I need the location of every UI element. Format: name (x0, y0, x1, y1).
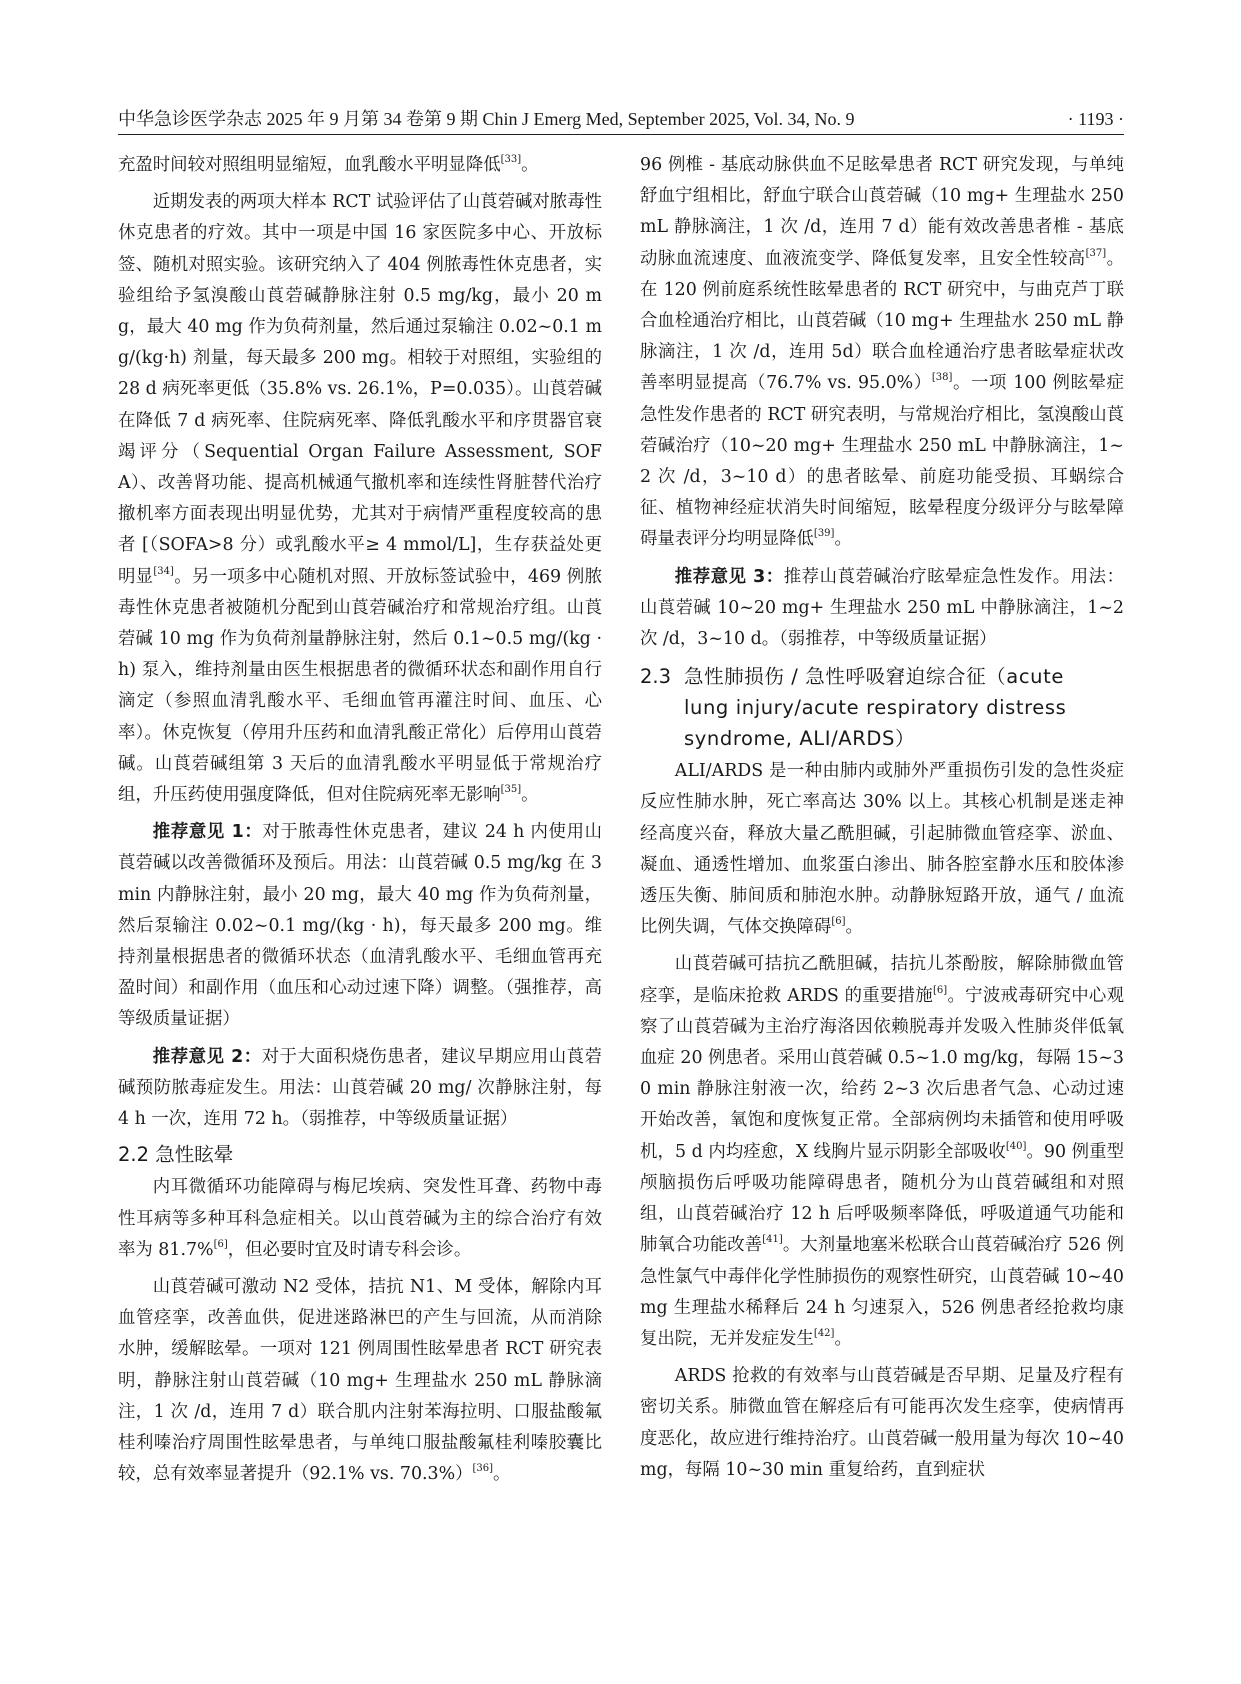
citation-ref: [6] (831, 916, 846, 928)
paragraph-continued: 充盈时间较对照组明显缩短，血乳酸水平明显降低[33]。 (118, 154, 539, 175)
recommendation-label: 推荐意见 1： (152, 822, 263, 843)
paragraph-ards-dosage: ARDS 抢救的有效率与山莨菪碱是否早期、足量及疗程有密切关系。肺微血管在解痉后有可能再次发生痉挛，使病情再度恶化，故应进行维持治疗。山莨菪碱一般用量为每次 10~40 mg，每隔 10~30 min 重复给药，直到症状 (640, 1366, 1124, 1480)
recommendation-2: 推荐意见 2：对于大面积烧伤患者，建议早期应用山莨菪碱预防脓毒症发生。用法：山莨菪碱 20 mg/ 次静脉注射，每 4 h 一次，连用 72 h。（弱推荐，中等级质量证据） (118, 1046, 602, 1130)
page-number: · 1193 · (1067, 109, 1124, 129)
recommendation-label: 推荐意见 2： (152, 1046, 262, 1067)
paragraph-ards-mechanism: ALI/ARDS 是一种由肺内或肺外严重损伤引发的急性炎症反应性肺水肿，死亡率高达 30% 以上。其核心机制是迷走神经高度兴奋，释放大量乙酰胆碱，引起肺微血管痉挛、淤血、凝血、通透性增加、血浆蛋白渗出、肺各腔室静水压和胶体渗透压失衡、肺间质和肺泡水肿。动静脉短路开放，通气 / 血流比例失调，气体交换障碍[6]。 (640, 761, 1124, 938)
citation-ref: [41] (762, 1234, 783, 1246)
recommendation-1: 推荐意见 1：对于脓毒性休克患者，建议 24 h 内使用山莨菪碱以改善微循环及预后。用法：山莨菪碱 0.5 mg/kg 在 3 min 内静脉注射，最小 20 mg，最大 40 mg 作为负荷剂量，然后泵输注 0.02~0.1 mg/(kg · h)，每天最多 200 mg。维持剂量根据患者的微循环状态（血清乳酸水平、毛细血管再充盈时间）和副作用（血压和心动过速下降）调整。（强推荐，高等级质量证据） (118, 822, 603, 1030)
citation-ref: [33] (500, 154, 522, 165)
paragraph-ards-evidence: 山莨菪碱可拮抗乙酰胆碱，拮抗儿茶酚胺，解除肺微血管痉挛，是临床抢救 ARDS 的重要措施[6]。宁波戒毒研究中心观察了山莨菪碱为主治疗海洛因依赖脱毒并发吸入性肺炎伴低氧血症 20 例患者。采用山莨菪碱 0.5~1.0 mg/kg，每隔 15~30 min 静脉注射液一次，给药 2~3 次后患者气急、心动过速开始改善，氧饱和度恢复正常。全部病例均未插管和使用呼吸机，5 d 内均痊愈，X 线胸片显示阴影全部吸收[40]。90 例重型颅脑损伤后呼吸功能障碍患者，随机分为山莨菪碱组和对照组，山莨菪碱治疗 12 h 后呼吸频率降低，呼吸道通气功能和肺氧合功能改善[41]。大剂量地塞米松联合山莨菪碱治疗 526 例急性氯气中毒伴化学性肺损伤的观察性研究，山莨菪碱 10~40 mg 生理盐水稀释后 24 h 匀速泵入，526 例患者经抢救均康复出院，无并发症发生[42]。 (640, 954, 1124, 1349)
left-column (118, 150, 602, 1490)
paragraph-rct-sepsis: 近期发表的两项大样本 RCT 试验评估了山莨菪碱对脓毒性休克患者的疗效。其中一项是中国 16 家医院多中心、开放标签、随机对照实验。该研究纳入了 404 例脓毒性休克患者，实验组给予氢溴酸山莨菪碱静脉注射 0.5 mg/kg，最小 20 mg，最大 40 mg 作为负荷剂量，然后通过泵输注 0.02~0.1 mg/(kg·h) 剂量，每天最多 200 mg。相较于对照组，实验组的 28 d 病死率更低（35.8% vs. 26.1%，P=0.035）。山莨菪碱在降低 7 d 病死率、住院病死率、降低乳酸水平和序贯器官衰竭评分（Sequential Organ Failure Assessment, SOFA）、改善肾功能、提高机械通气撤机率和连续性肾脏替代治疗撤机率方面表现出明显优势，尤其对于病情严重程度较高的患者 [（SOFA>8 分）或乳酸水平≥ 4 mmol/L]，生存获益处更明显[34]。另一项多中心随机对照、开放标签试验中，469 例脓毒性休克患者被随机分配到山莨菪碱治疗和常规治疗组。山莨菪碱 10 mg 作为负荷剂量静脉注射，然后 0.1~0.5 mg/(kg · h) 泵入，维持剂量由医生根据患者的微循环状态和副作用自行滴定（参照血清乳酸水平、毛细血管再灌注时间、血压、心率）。休克恢复（停用升压药和血清乳酸正常化）后停用山莨菪碱。山莨菪碱组第 3 天后的血清乳酸水平明显低于常规治疗组，升压药使用强度降低，但对住院病死率无影响[35]。 (118, 192, 602, 806)
citation-ref: [6] (213, 1238, 228, 1250)
paragraph-vertigo-intro: 内耳微循环功能障碍与梅尼埃病、突发性耳聋、药物中毒性耳病等多种耳科急症相关。以山莨菪碱为主的综合治疗有效率为 81.7%[6]，但必要时宜及时请专科会诊。 (118, 1177, 602, 1260)
paragraph-vertigo-rct: 山莨菪碱可激动 N2 受体，拮抗 N1、M 受体，解除内耳血管痉挛，改善血供，促进迷路淋巴的产生与回流，从而消除水肿，缓解眩晕。一项对 121 例周围性眩晕患者 RCT 研究表明，静脉注射山莨菪碱（10 mg+ 生理盐水 250 mL 静脉滴注，1 次 /d，连用 7 d）联合肌内注射苯海拉明、口服盐酸氟桂利嗪治疗周围性眩晕患者，与单纯口服盐酸氟桂利嗪胶囊比较，总有效率显著提升（92.1% vs. 70.3%）[36]。 (118, 1276, 602, 1485)
section-heading-2-2: 2.2 急性眩晕 (118, 1143, 234, 1167)
citation-ref: [37] (1085, 247, 1107, 259)
citation-ref: [34] (153, 565, 174, 577)
citation-ref: [38] (931, 372, 953, 384)
citation-ref: [39] (813, 528, 835, 540)
section-title: 急性肺损伤 / 急性呼吸窘迫综合征（acute lung injury/acute respiratory distress syndrome, ALI/ARDS） (684, 665, 1067, 751)
paragraph-vertigo-continued: 96 例椎 - 基底动脉供血不足眩晕患者 RCT 研究发现，与单纯舒血宁组相比，舒血宁联合山莨菪碱（10 mg+ 生理盐水 250 mL 静脉滴注，1 次 /d，连用 7 d）能有效改善患者椎 - 基底动脉血流速度、血液流变学、降低复发率，且安全性较高[37]。在 120 例前庭系统性眩晕患者的 RCT 研究中，与曲克芦丁联合血栓通治疗相比，山莨菪碱（10 mg+ 生理盐水 250 mL 静脉滴注，1 次 /d，连用 5d）联合血栓通治疗患者眩晕症状改善率明显提高（76.7% vs. 95.0%）[38]。一项 100 例眩晕症急性发作患者的 RCT 研究表明，与常规治疗相比，氢溴酸山莨菪碱治疗（10~20 mg+ 生理盐水 250 mL 中静脉滴注，1~2 次 /d，3~10 d）的患者眩晕、前庭功能受损、耳蜗综合征、植物神经症状消失时间缩短，眩晕程度分级评分与眩晕障碍量表评分均明显降低[39]。 (640, 155, 1124, 550)
running-header (118, 104, 1124, 135)
citation-ref: [35] (500, 784, 522, 796)
citation-ref: [40] (1005, 1140, 1027, 1152)
citation-ref: [6] (933, 984, 948, 996)
recommendation-3: 推荐意见 3：推荐山莨菪碱治疗眩晕症急性发作。用法：山莨菪碱 10~20 mg+ 生理盐水 250 mL 中静脉滴注，1~2 次 /d，3~10 d。（弱推荐，中等级质量证据） (640, 566, 1124, 650)
citation-ref: [42] (813, 1327, 835, 1339)
right-column (640, 150, 1124, 1486)
section-heading-2-3 (640, 661, 1124, 754)
section-number: 2.3 (640, 665, 672, 689)
citation-ref: [36] (472, 1463, 494, 1475)
recommendation-label: 推荐意见 3： (674, 566, 784, 587)
journal-citation: 中华急诊医学杂志 2025 年 9 月第 34 卷第 9 期 Chin J Emerg Med, September 2025, Vol. 34, No. 9 (118, 109, 855, 129)
